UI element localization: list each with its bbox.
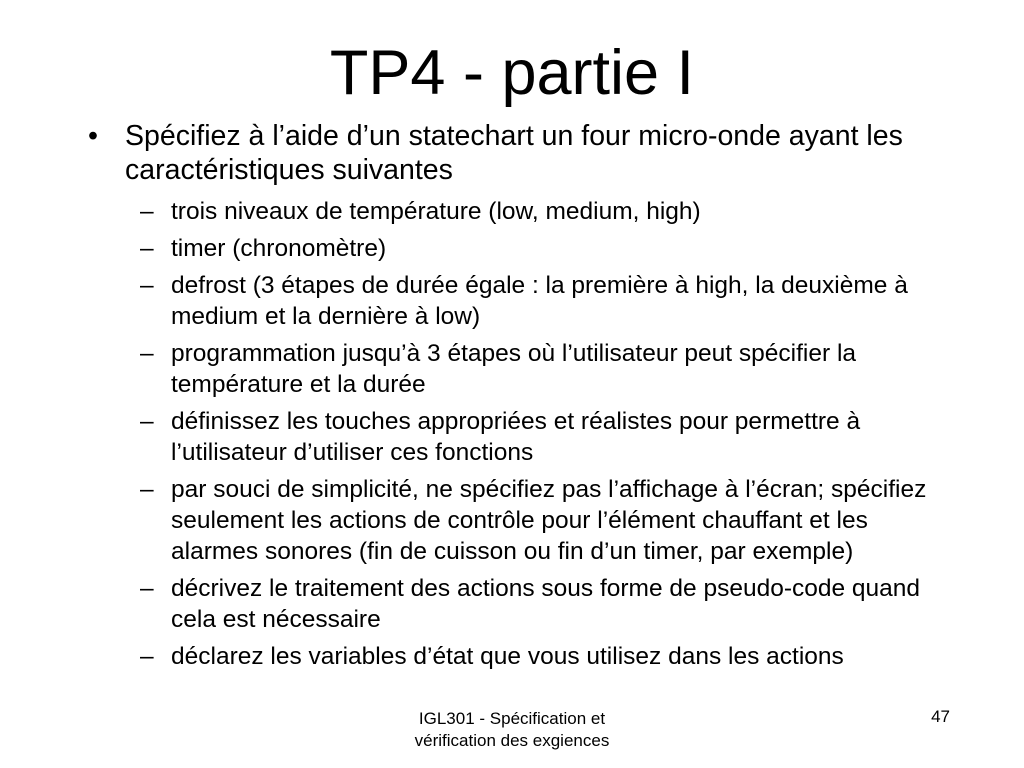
sub-bullet-text: programmation jusqu’à 3 étapes où l’utilisateur peut spécifier la température et la durée: [171, 340, 857, 398]
sub-bullet-item: [140, 573, 950, 635]
main-bullet-text: Spécifiez à l’aide d’un statechart un four micro-onde ayant les caractéristiques suivantes: [125, 120, 903, 186]
footer-line: vérification des exgiences: [414, 731, 610, 750]
sub-bullet-text: defrost (3 étapes de durée égale : la première à high, la deuxième à medium et la dernière à low): [171, 272, 908, 330]
sub-bullet-text: définissez les touches appropriées et réalistes pour permettre à l’utilisateur d’utiliser ces fonctions: [171, 408, 861, 466]
sub-bullet-item: [140, 406, 950, 468]
sub-bullet-list: [140, 196, 950, 678]
sub-bullet-text: timer (chronomètre): [171, 235, 387, 262]
dash-marker: –: [140, 235, 154, 262]
sub-bullet-text: trois niveaux de température (low, medium, high): [171, 198, 701, 225]
slide-title: TP4 - partie I: [329, 38, 695, 108]
dash-marker: –: [140, 340, 154, 367]
sub-bullet-item: [140, 270, 950, 332]
dash-marker: –: [140, 575, 154, 602]
sub-bullet-text: par souci de simplicité, ne spécifiez pas l’affichage à l’écran; spécifiez seulement les actions de contrôle pour l’élément chauffant et les alarmes sonores (fin de cuisson ou fin d’un timer, par exemple): [171, 476, 927, 565]
footer-line: IGL301 - Spécification et: [418, 709, 606, 728]
sub-bullet-item: [140, 641, 950, 672]
page-number: 47: [931, 707, 950, 726]
bullet-marker: •: [88, 120, 98, 152]
sub-bullet-item: [140, 196, 950, 227]
dash-marker: –: [140, 272, 154, 299]
sub-bullet-item: [140, 474, 950, 567]
dash-marker: –: [140, 476, 154, 503]
dash-marker: –: [140, 408, 154, 435]
main-bullet: [88, 119, 948, 187]
sub-bullet-text: décrivez le traitement des actions sous forme de pseudo-code quand cela est nécessaire: [171, 575, 921, 633]
sub-bullet-item: [140, 233, 950, 264]
sub-bullet-text: déclarez les variables d’état que vous utilisez dans les actions: [171, 643, 844, 670]
dash-marker: –: [140, 643, 154, 670]
sub-bullet-item: [140, 338, 950, 400]
dash-marker: –: [140, 198, 154, 225]
footer-course-title: [362, 708, 662, 752]
